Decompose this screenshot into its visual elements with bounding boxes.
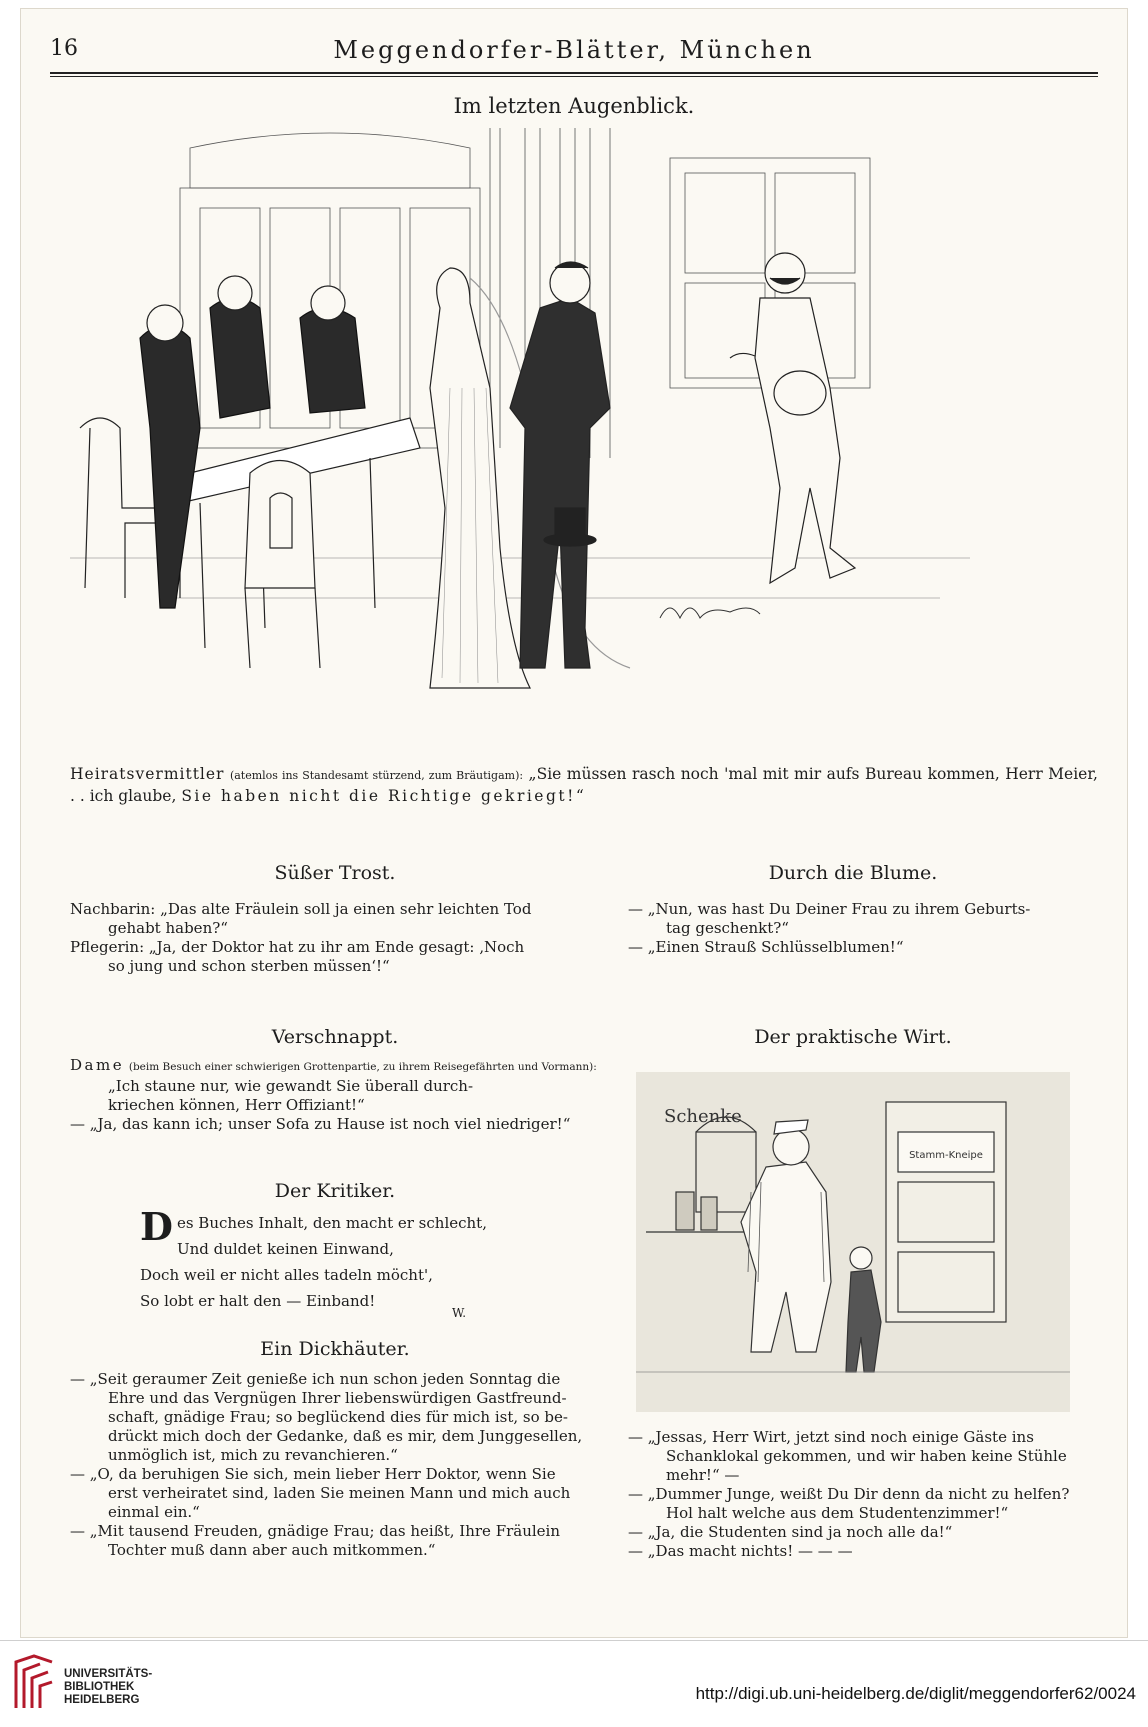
poem-signature: W.: [452, 1306, 467, 1320]
caption-end: “: [575, 787, 584, 805]
source-url-link[interactable]: http://digi.ub.uni-heidelberg.de/diglit/meggendorfer62/0024: [695, 1684, 1136, 1703]
text-line: — „Mit tausend Freuden, gnädige Frau; das heißt, Ihre Fräulein: [70, 1522, 561, 1540]
wedding-illustration: [70, 128, 1030, 758]
text-line: tag geschenkt?“: [666, 919, 789, 937]
library-name-line: UNIVERSITÄTS-: [64, 1668, 153, 1680]
verse-line: Doch weil er nicht alles tadeln möcht',: [140, 1266, 433, 1284]
section-title-durch-die-blume: Durch die Blume.: [768, 862, 938, 884]
section-title-suesser-trost: Süßer Trost.: [274, 862, 396, 884]
caption-text: „Sie müssen rasch noch 'mal mit mir aufs Bureau kommen, Herr Meier, . . ich glaube,: [70, 765, 1098, 805]
text-line: mehr!“ —: [666, 1466, 740, 1484]
tavern-sign-schenke: Schenke: [664, 1106, 742, 1127]
main-caption: [70, 764, 1098, 806]
text-line: schaft, gnädige Frau; so beglückend dies für mich ist, so be-: [108, 1408, 568, 1426]
joke-verschnappt: [70, 1056, 600, 1134]
header-rule: [50, 72, 1098, 74]
text-line: so jung und schon sterben müssen‘!“: [108, 957, 390, 975]
text-line: kriechen können, Herr Offiziant!“: [108, 1096, 365, 1114]
library-name: [64, 1668, 152, 1707]
text-line: Hol halt welche aus dem Studentenzimmer!“: [666, 1504, 1009, 1522]
text-line: gehabt haben?“: [108, 919, 228, 937]
text-line: Tochter muß dann aber auch mitkommen.“: [108, 1541, 436, 1559]
text-line: Pflegerin: „Ja, der Doktor hat zu ihr am Ende gesagt: ‚Noch: [70, 938, 525, 956]
stage-direction: (beim Besuch einer schwierigen Grottenpartie, zu ihrem Reisegefährten und Vormann):: [128, 1061, 597, 1073]
section-title-praktische-wirt: Der praktische Wirt.: [754, 1026, 952, 1048]
section-title-dickhaeuter: Ein Dickhäuter.: [260, 1338, 410, 1360]
magazine-title: Meggendorfer-Blätter, München: [333, 36, 815, 64]
text-line: — „Jessas, Herr Wirt, jetzt sind noch einige Gäste ins: [628, 1428, 1034, 1446]
section-title-verschnappt: Verschnappt.: [271, 1026, 399, 1048]
speaker: Dame: [70, 1056, 125, 1074]
text-line: unmöglich ist, mich zu revanchieren.“: [108, 1446, 398, 1464]
caption-text-spaced: Sie haben nicht die Richtige gekriegt!: [181, 787, 576, 805]
page-number: 16: [50, 36, 78, 61]
joke-durch-die-blume: [628, 900, 1078, 957]
tavern-illustration: [636, 1072, 1070, 1412]
text-line: drückt mich doch der Gedanke, daß es mir, dem Junggesellen,: [108, 1427, 583, 1445]
joke-praktische-wirt: [628, 1428, 1078, 1561]
text-line: Schanklokal gekommen, und wir haben keine Stühle: [666, 1447, 1067, 1465]
heidelberg-library-logo-icon[interactable]: [12, 1652, 56, 1712]
page-header: [50, 36, 1098, 70]
text-line: „Ich staune nur, wie gewandt Sie überall durch-: [108, 1077, 474, 1095]
text-line: — „O, da beruhigen Sie sich, mein lieber Herr Doktor, wenn Sie: [70, 1465, 556, 1483]
header-rule-thin: [50, 76, 1098, 77]
text-line: — „Ja, die Studenten sind ja noch alle da!“: [628, 1523, 953, 1541]
caption-speaker: Heiratsvermittler: [70, 765, 225, 783]
caption-direction: (atemlos ins Standesamt stürzend, zum Bräutigam):: [229, 769, 524, 782]
verse-line: es Buches Inhalt, den macht er schlecht,: [176, 1214, 487, 1232]
joke-suesser-trost: [70, 900, 600, 976]
digitization-footer: [0, 1640, 1148, 1727]
drop-cap: D: [140, 1204, 173, 1249]
text-line: erst verheiratet sind, laden Sie meinen Mann und mich auch: [108, 1484, 571, 1502]
library-name-line: BIBLIOTHEK: [64, 1681, 135, 1693]
library-name-line: HEIDELBERG: [64, 1694, 140, 1706]
text-line: — „Dummer Junge, weißt Du Dir denn da nicht zu helfen?: [628, 1485, 1070, 1503]
section-title-kritiker: Der Kritiker.: [274, 1180, 396, 1202]
text-line: einmal ein.“: [108, 1503, 200, 1521]
text-line: — „Nun, was hast Du Deiner Frau zu ihrem Geburts-: [628, 900, 1031, 918]
verse-line: So lobt er halt den — Einband!: [140, 1292, 376, 1310]
door-sign-stamm-kneipe: Stamm-Kneipe: [909, 1150, 983, 1161]
joke-dickhaeuter: [70, 1370, 600, 1560]
footer-rule: [0, 1640, 1148, 1641]
poem-kritiker: [140, 1204, 540, 1314]
text-line: — „Das macht nichts! — — —: [628, 1542, 853, 1560]
text-line: Ehre und das Vergnügen Ihrer liebenswürdigen Gastfreund-: [108, 1389, 567, 1407]
text-line: Nachbarin: „Das alte Fräulein soll ja einen sehr leichten Tod: [70, 900, 532, 918]
text-line: — „Seit geraumer Zeit genieße ich nun schon jeden Sonntag die: [70, 1370, 561, 1388]
text-line: — „Ja, das kann ich; unser Sofa zu Hause ist noch viel niedriger!“: [70, 1115, 571, 1133]
text-line: — „Einen Strauß Schlüsselblumen!“: [628, 938, 904, 956]
verse-line: Und duldet keinen Einwand,: [176, 1240, 394, 1258]
main-story-title: Im letzten Augenblick.: [453, 94, 695, 118]
